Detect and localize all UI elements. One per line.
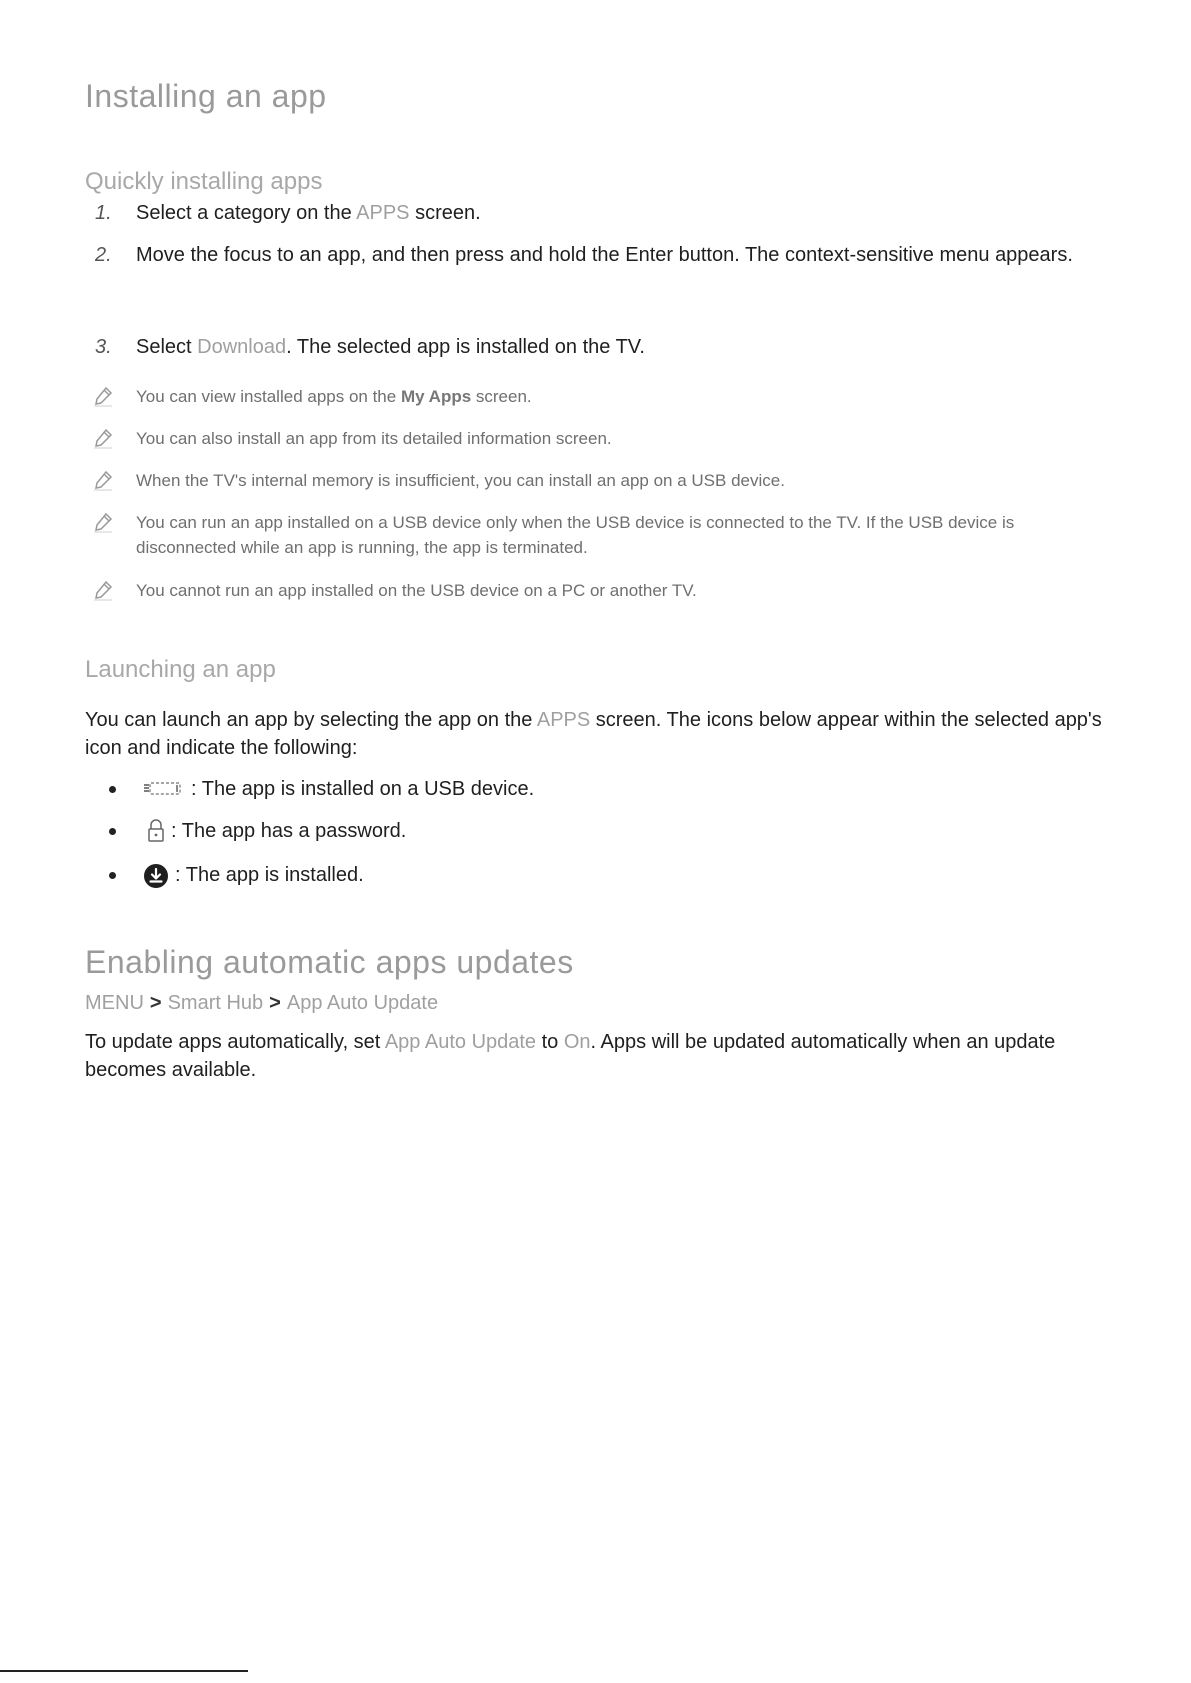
body-text-mid: to xyxy=(536,1031,564,1053)
note-text: You can run an app installed on a USB device only when the USB device is connected to the TV. If the USB device is disconnected while an app is running, the app is terminated. xyxy=(136,513,1015,557)
breadcrumb-smart-hub: Smart Hub xyxy=(167,992,264,1014)
bullet-dot xyxy=(109,786,116,793)
note-item xyxy=(85,384,1115,409)
note-text: When the TV's internal memory is insufficient, you can install an app on a USB device. xyxy=(136,471,785,490)
list-item-step-2 xyxy=(85,240,1115,271)
bullet-text: : The app is installed. xyxy=(175,864,364,886)
breadcrumb-separator: > xyxy=(269,992,281,1014)
breadcrumb xyxy=(85,992,438,1015)
pencil-icon xyxy=(92,427,114,449)
note-text: You can view installed apps on the xyxy=(136,387,401,406)
body-text: To update apps automatically, set xyxy=(85,1031,385,1053)
step-text: Select xyxy=(136,336,198,358)
bullet-text: : The app has a password. xyxy=(171,820,407,842)
note-text-end: screen. xyxy=(471,387,532,406)
download-highlight: Download xyxy=(197,336,287,358)
apps-highlight: APPS xyxy=(356,202,410,224)
bullet-dot xyxy=(109,828,116,835)
list-item-step-1 xyxy=(85,198,1115,229)
subheading-quick-install: Quickly installing apps xyxy=(85,168,323,195)
step-text: Select a category on the xyxy=(136,202,357,224)
section-title-auto-update: Enabling automatic apps updates xyxy=(85,944,574,980)
pencil-icon xyxy=(92,469,114,491)
step-text: Move the focus to an app, and then press and hold the Enter button. The context-sensitive menu appears. xyxy=(136,244,1073,266)
note-item xyxy=(85,426,1115,451)
list-item-step-3 xyxy=(85,332,1115,363)
pencil-icon xyxy=(92,511,114,533)
intro-text-end: screen. The icons below appear within the selected app's icon and indicate the following: xyxy=(85,709,1102,759)
on-highlight: On xyxy=(563,1031,591,1053)
breadcrumb-separator: > xyxy=(149,992,162,1014)
footer-divider xyxy=(0,1670,248,1672)
subheading-launching: Launching an app xyxy=(85,656,276,683)
breadcrumb-menu: MENU xyxy=(85,992,144,1014)
step-number: 3. xyxy=(95,336,112,358)
note-item xyxy=(85,510,1115,560)
usb-icon xyxy=(141,777,185,799)
note-text: You cannot run an app installed on the USB device on a PC or another TV. xyxy=(136,581,697,600)
bullet-text: : The app is installed on a USB device. xyxy=(191,778,535,800)
app-auto-update-highlight: App Auto Update xyxy=(384,1031,537,1053)
auto-update-paragraph xyxy=(85,1028,1115,1084)
lock-icon xyxy=(145,819,167,843)
note-item xyxy=(85,578,1115,603)
step-text-end: screen. xyxy=(409,202,481,224)
step-number: 1. xyxy=(95,202,112,224)
body-text-end: . Apps will be updated automatically when an update becomes available. xyxy=(85,1031,1056,1081)
breadcrumb-app-auto-update: App Auto Update xyxy=(286,992,439,1014)
apps-highlight: APPS xyxy=(536,709,591,731)
intro-text: You can launch an app by selecting the app on the xyxy=(85,709,537,731)
pencil-icon xyxy=(92,579,114,601)
bullet-dot xyxy=(109,872,116,879)
my-apps-highlight: My Apps xyxy=(400,387,472,406)
installed-icon xyxy=(143,863,169,889)
pencil-icon xyxy=(92,385,114,407)
step-text-end: . The selected app is installed on the TV. xyxy=(286,336,645,358)
step-number: 2. xyxy=(95,244,112,266)
note-item xyxy=(85,468,1115,493)
launch-intro-paragraph xyxy=(85,706,1115,762)
note-text: You can also install an app from its detailed information screen. xyxy=(136,429,612,448)
page-title: Installing an app xyxy=(85,78,327,114)
